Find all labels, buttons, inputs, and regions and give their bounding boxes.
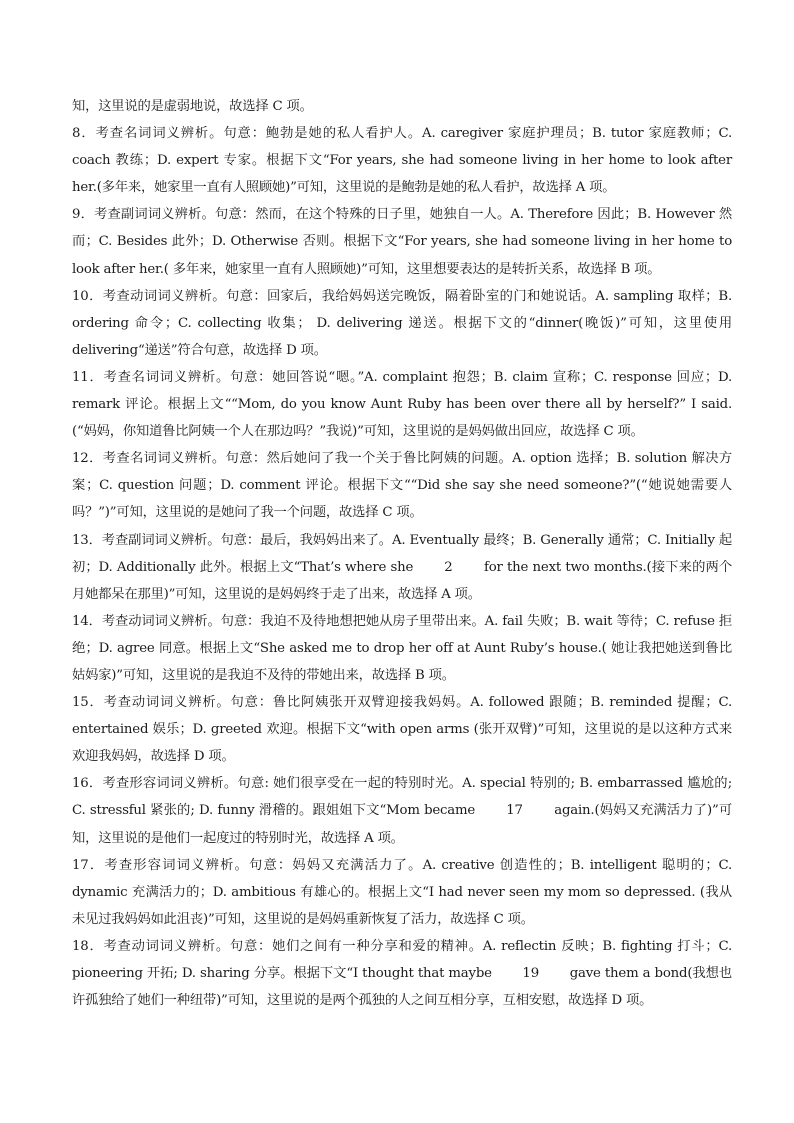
paragraph-item-16: 16．考查形容词词义辨析。句意: 她们很享受在一起的特别时光。A. special 特别的; B. embarrassed 尴尬的; C. stressful 紧张的; D. funny 滑稽的。跟姐姐下文“Mom became 17 again.(妈妈又充满活力了)”可知，这里说的是他们一起度过的特别时光，故选择 A 项。	[72, 776, 732, 846]
paragraph-7-tail: 知，这里说的是虚弱地说，故选择 C 项。	[72, 99, 313, 114]
paragraph-item-13: 13．考查副词词义辨析。句意：最后，我妈妈出来了。A. Eventually 最终；B. Generally 通常；C. Initially 起初；D. Additionally 此外。根据上文“That’s where she 2 for the next two months.(接下来的两个月她都呆在那里)”可知，这里说的是妈妈终于走了出来，故选择 A 项。	[72, 532, 732, 602]
paragraph-item-11: 11．考查名词词义辨析。句意：她回答说“嗯。”A. complaint 抱怨；B. claim 宣称；C. response 回应；D. remark 评论。根据上文““Mom, do you know Aunt Ruby has been over there all by herself?” I said.(“妈妈，你知道鲁比阿姨一个人在那边吗？”我说)”可知，这里说的是妈妈做出回应，故选择 C 项。	[72, 369, 732, 440]
paragraph-item-10: 10．考查动词词义辨析。句意：回家后，我给妈妈送完晚饭，隔着卧室的门和她说话。A. sampling 取样；B. ordering 命令；C. collecting 收集； D. delivering 递送。根据下文的“dinner(晚饭)”可知，这里使用 delivering“递送”符合句意，故选择 D 项。	[72, 288, 732, 358]
paragraph-item-17: 17．考查形容词词义辨析。句意：妈妈又充满活力了。A. creative 创造性的；B. intelligent 聪明的；C. dynamic 充满活力的；D. ambitious 有雄心的。根据上文“I had never seen my mom so depressed. (我从未见过我妈妈如此沮丧)”可知，这里说的是妈妈重新恢复了活力，故选择 C 项。	[72, 857, 732, 927]
paragraph-item-12: 12．考查名词词义辨析。句意：然后她问了我一个关于鲁比阿姨的问题。A. option 选择；B. solution 解决方案；C. question 问题；D. comment 评论。根据下文““Did she say she need someone?”(“她说她需要人吗？”)”可知，这里说的是她问了我一个问题，故选择 C 项。	[72, 451, 732, 521]
paragraph-item-8: 8．考查名词词义辨析。句意：鲍勃是她的私人看护人。A. caregiver 家庭护理员；B. tutor 家庭教师；C. coach 教练；D. expert 专家。根据下文“For years, she had someone living in her home to look after her.(多年来，她家里一直有人照顾她)”可知，这里说的是鲍勃是她的私人看护，故选择 A 项。	[72, 126, 732, 196]
paragraph-item-15: 15．考查动词词义辨析。句意：鲁比阿姨张开双臂迎接我妈妈。A. followed 跟随；B. reminded 提醒；C. entertained 娱乐；D. greeted 欢迎。根据下文“with open arms (张开双臂)”可知，这里说的是以这种方式来欢迎我妈妈，故选择 D 项。	[72, 695, 732, 765]
answer-explanations	[72, 93, 732, 1014]
paragraph-item-14: 14．考查动词词义辨析。句意：我迫不及待地想把她从房子里带出来。A. fail 失败；B. wait 等待；C. refuse 拒绝；D. agree 同意。根据上文“She asked me to drop her off at Aunt Ruby’s house.( 她让我把她送到鲁比姑妈家)”可知，这里说的是我迫不及待的带她出来，故选择 B 项。	[72, 613, 732, 683]
paragraph-item-18: 18．考查动词词义辨析。句意：她们之间有一种分享和爱的精神。A. reflectin 反映；B. fighting 打斗；C. pioneering 开拓; D. sharing 分享。根据下文“I thought that maybe 19 gave them a bond(我想也许孤独给了她们一种纽带)”可知，这里说的是两个孤独的人之间互相分享，互相安慰，故选择 D 项。	[72, 938, 732, 1009]
paragraph-item-9: 9．考查副词词义辨析。句意：然而，在这个特殊的日子里，她独自一人。A. Therefore 因此；B. However 然而；C. Besides 此外；D. Otherwise 否则。根据下文“For years, she had someone living in her home to look after her.( 多年来，她家里一直有人照顾她)”可知，这里想要表达的是转折关系，故选择 B 项。	[72, 207, 732, 277]
